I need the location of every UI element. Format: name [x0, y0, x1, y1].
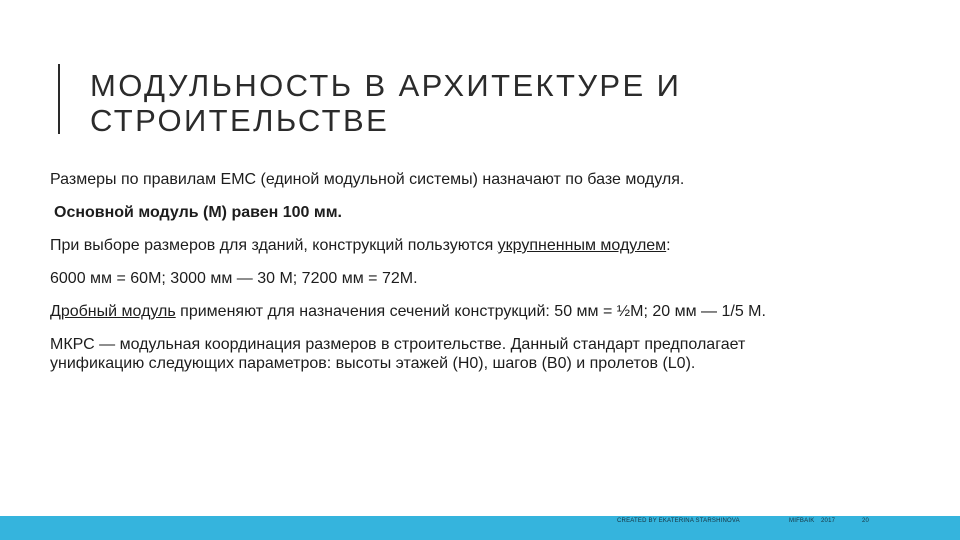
paragraph-enlarged-module — [50, 236, 840, 255]
slide-title — [90, 68, 910, 138]
fractional-module-text: применяют для назначения сечений конструкций: 50 мм = ½М; 20 мм — 1/5 М. — [175, 303, 766, 320]
enlarged-module-colon: : — [666, 237, 671, 254]
footer-org: MIFBAIK — [789, 518, 815, 524]
enlarged-module-link[interactable]: укрупненным модулем — [497, 237, 667, 254]
fractional-module-link[interactable]: Дробный модуль — [50, 303, 176, 320]
enlarged-module-text: При выборе размеров для зданий, конструкций пользуются — [50, 237, 498, 254]
paragraph-fractional-module — [50, 302, 840, 321]
paragraph-examples: 6000 мм = 60М; 3000 мм — 30 М; 7200 мм = 72М. — [50, 270, 418, 287]
footer-year: 2017 — [821, 518, 836, 524]
footer-page-number: 20 — [862, 518, 870, 524]
paragraph-base-module: Основной модуль (М) равен 100 мм. — [54, 204, 342, 221]
footer-author: CREATED BY EKATERINA STARSHINOVA — [617, 518, 740, 524]
slide-title-line-2: СТРОИТЕЛЬСТВЕ — [90, 103, 390, 138]
footer-band — [0, 516, 960, 540]
title-accent-bar — [58, 64, 60, 134]
paragraph-ems: Размеры по правилам ЕМС (единой модульной системы) назначают по базе модуля. — [50, 171, 685, 188]
paragraph-mkrs: МКРС — модульная координация размеров в строительстве. Данный стандарт предполагает унификацию следующих параметров: высоты этажей (H0), шагов (B0) и пролетов (L0). — [50, 336, 746, 372]
slide-body — [50, 170, 840, 387]
slide-title-line-1: МОДУЛЬНОСТЬ В АРХИТЕКТУРЕ И — [90, 68, 682, 103]
